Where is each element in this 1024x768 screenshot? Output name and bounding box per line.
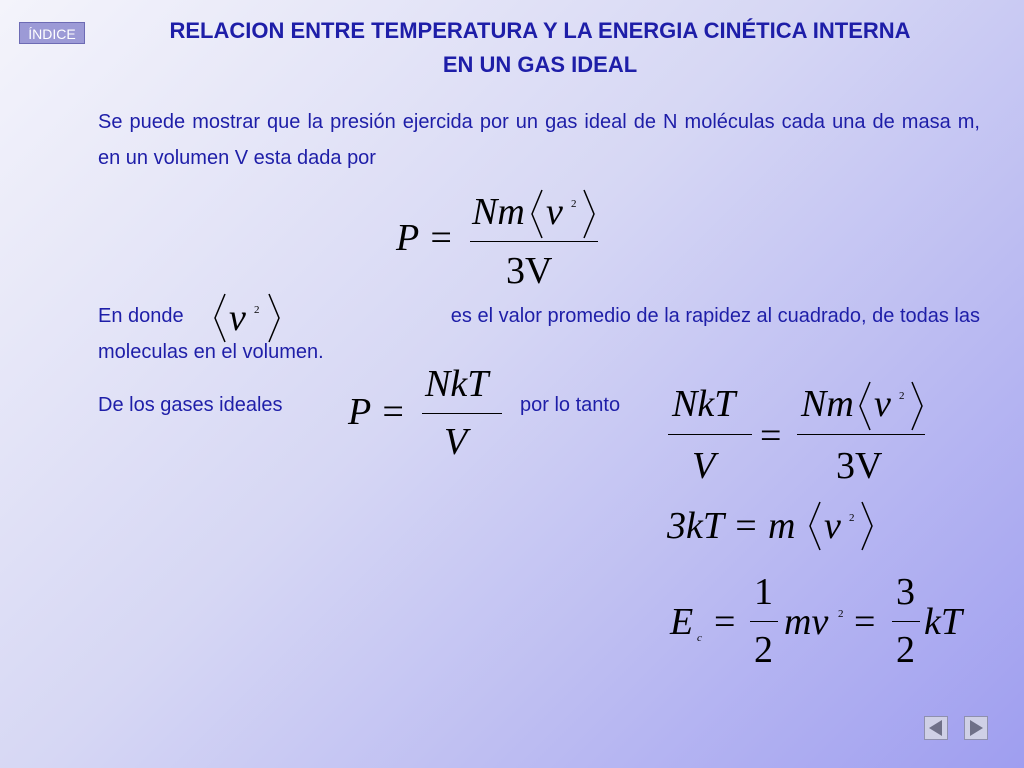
next-button[interactable] [964, 716, 988, 740]
eq6-equals-1: = [714, 601, 736, 643]
eq6-frac1-numerator: 1 [754, 571, 773, 613]
triangle-right-icon [965, 717, 987, 739]
eq4-v: v [874, 383, 891, 425]
eq6-frac2-numerator: 3 [896, 571, 915, 613]
eq6-frac2-denominator: 2 [896, 629, 915, 671]
eq1-fraction-bar [470, 241, 598, 242]
inline-superscript: 2 [254, 304, 260, 316]
p2-line-2: moleculas en el volumen. [98, 341, 324, 363]
eq6-subscript: c [697, 632, 702, 644]
eq4-left-fraction-bar [668, 434, 752, 435]
eq4-angle-brackets [858, 380, 928, 432]
eq6-frac1-denominator: 2 [754, 629, 773, 671]
triangle-left-icon [925, 717, 947, 739]
eq3-lhs: P = [348, 391, 406, 433]
page-title [100, 14, 980, 82]
eq1-denominator: 3V [506, 250, 553, 292]
title-line-2: EN UN GAS IDEAL [442, 52, 638, 77]
eq6-mv: mv [784, 601, 829, 643]
eq5-v: v [824, 505, 841, 547]
indice-button[interactable]: ÍNDICE [19, 22, 85, 44]
eq5-lhs: 3kT = m [667, 505, 796, 547]
p2-text-after: es el valor promedio de la rapidez al cuadrado, de todas las [450, 305, 980, 327]
eq3-denominator: V [444, 421, 468, 463]
paragraph-pressure: Se puede mostrar que la presión ejercida por un gas ideal de N moléculas cada una de masa m, en un volumen V esta dada por [98, 111, 980, 169]
eq3-numerator: NkT [425, 363, 489, 405]
angle-brackets-v-squared [530, 188, 600, 240]
inline-v: v [229, 297, 246, 339]
eq6-frac2-bar [892, 621, 920, 622]
eq5-superscript: 2 [849, 512, 855, 524]
eq1-superscript: 2 [571, 198, 577, 210]
eq4-left-numerator: NkT [672, 383, 736, 425]
eq6-equals-2: = [854, 601, 876, 643]
eq6-kT: kT [924, 601, 962, 643]
eq4-right-numerator: Nm [801, 383, 854, 425]
eq4-equals: = [760, 415, 782, 457]
eq6-frac1-bar [750, 621, 778, 622]
eq1-v: v [546, 191, 563, 233]
eq1-lhs: P = [396, 217, 454, 259]
eq3-fraction-bar [422, 413, 502, 414]
eq4-right-denominator: 3V [836, 445, 883, 487]
inline-angle-brackets [213, 292, 285, 344]
p3-text: De los gases ideales [98, 394, 283, 416]
eq6-superscript: 2 [838, 608, 844, 620]
eq5-angle-brackets [808, 500, 878, 552]
eq1-numerator: Nm [472, 191, 525, 233]
p3-mid-text: por lo tanto [520, 394, 621, 416]
eq4-superscript: 2 [899, 390, 905, 402]
title-line-1: RELACION ENTRE TEMPERATURA Y LA ENERGIA CINÉTICA INTERNA [169, 18, 911, 43]
eq4-right-fraction-bar [797, 434, 925, 435]
previous-button[interactable] [924, 716, 948, 740]
eq4-left-denominator: V [692, 445, 716, 487]
p2-text-before: En donde [98, 305, 184, 327]
eq6-E: E [670, 601, 694, 643]
